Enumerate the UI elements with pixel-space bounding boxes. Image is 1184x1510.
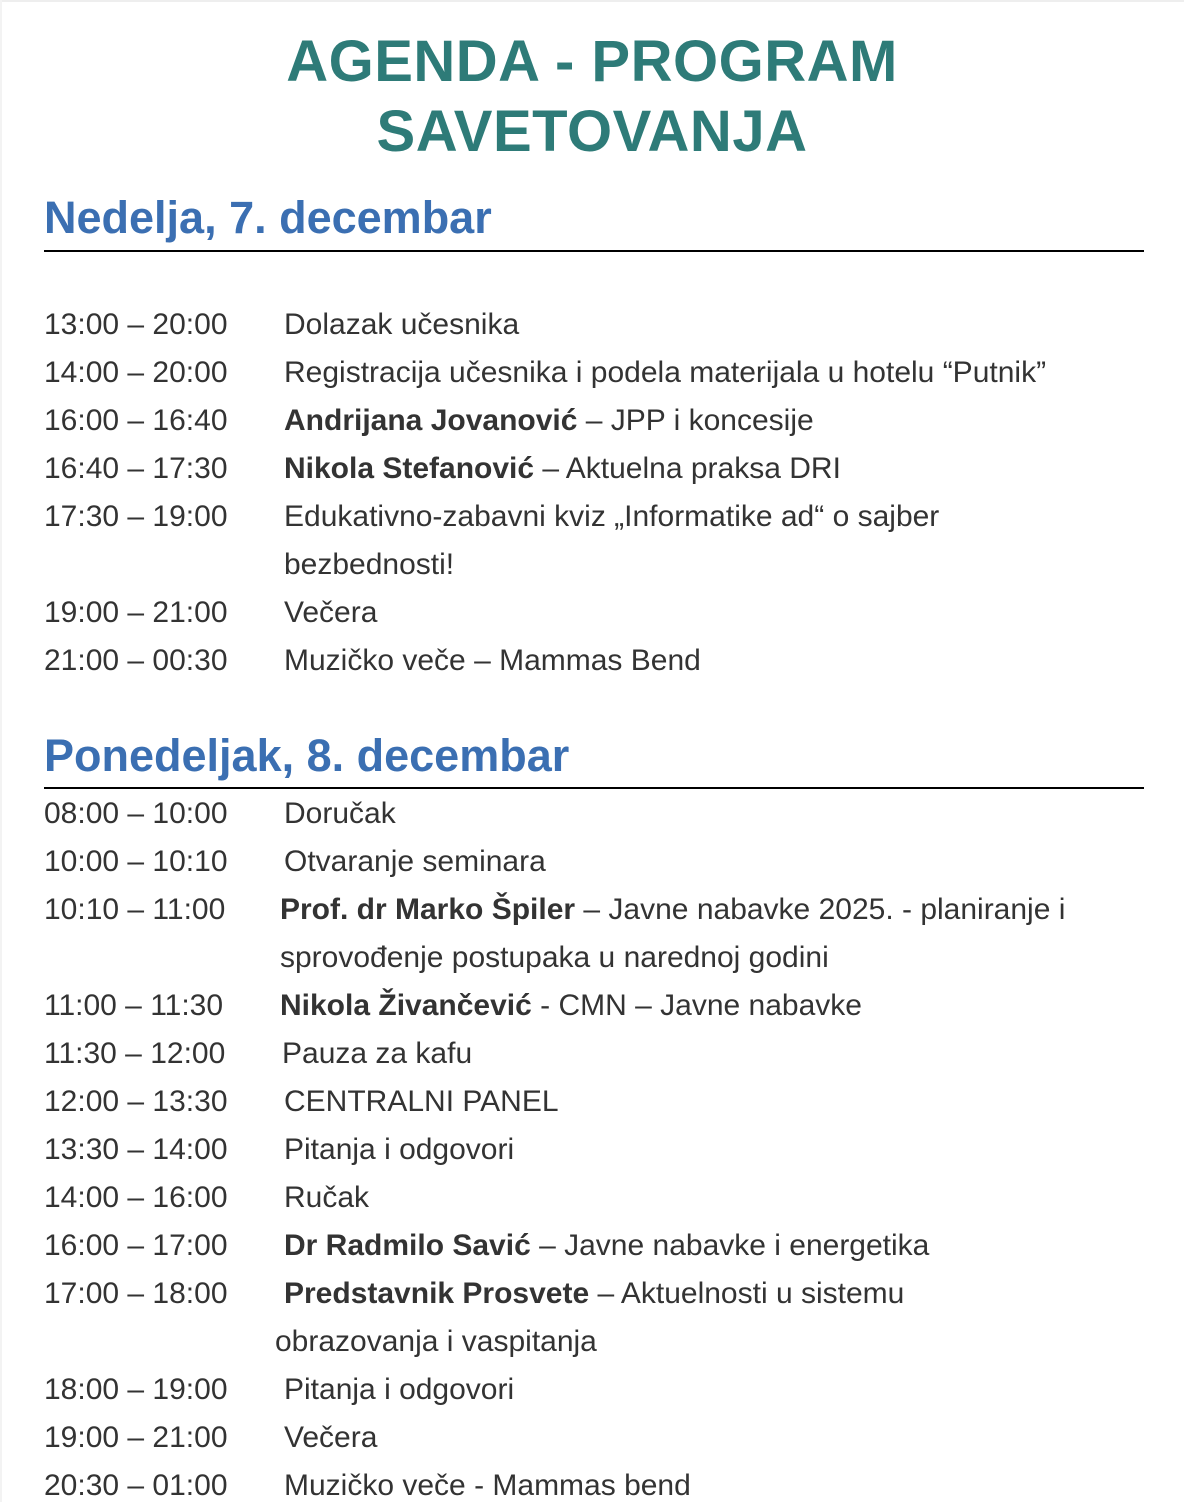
schedule-row	[44, 445, 1144, 493]
speaker-name: Andrijana Jovanović	[284, 404, 578, 437]
schedule-time: 20:30 – 01:00	[44, 1469, 228, 1502]
schedule-description	[284, 1462, 1144, 1510]
schedule-time: 10:00 – 10:10	[44, 845, 228, 878]
schedule-description	[284, 1078, 1144, 1126]
schedule-description	[284, 1366, 1144, 1414]
schedule-time: 21:00 – 00:30	[44, 644, 228, 677]
schedule-description	[284, 301, 1144, 349]
schedule-row	[44, 982, 1144, 1030]
page-top-border	[0, 0, 1184, 2]
session-text: – Javne nabavke 2025. - planiranje i sprovođenje postupaka u narednoj godini	[280, 893, 1066, 974]
session-text: Muzičko veče - Mammas bend	[284, 1469, 691, 1502]
schedule-sunday	[44, 301, 1144, 685]
speaker-name: Nikola Stefanović	[284, 452, 535, 485]
schedule-row	[44, 790, 1144, 838]
session-text: – Aktuelna praksa DRI	[534, 452, 841, 485]
schedule-row	[44, 397, 1144, 445]
speaker-name: Dr Radmilo Savić	[284, 1229, 531, 1262]
day-divider	[44, 787, 1144, 789]
schedule-time: 10:10 – 11:00	[44, 893, 226, 926]
schedule-time: 19:00 – 21:00	[44, 596, 228, 629]
schedule-time: 18:00 – 19:00	[44, 1373, 228, 1406]
day-heading-sunday: Nedelja, 7. decembar	[44, 192, 492, 243]
page-left-border	[0, 0, 2, 1502]
schedule-description	[282, 1030, 1144, 1078]
session-text: Pitanja i odgovori	[284, 1133, 515, 1166]
schedule-row	[44, 349, 1144, 397]
schedule-time: 16:00 – 16:40	[44, 404, 228, 437]
page-title	[0, 27, 1184, 167]
schedule-description	[280, 982, 1144, 1030]
schedule-description	[280, 886, 1144, 982]
schedule-description	[284, 445, 1144, 493]
day-heading-monday: Ponedeljak, 8. decembar	[44, 730, 570, 781]
schedule-time: 11:00 – 11:30	[44, 989, 224, 1022]
session-text: Pauza za kafu	[282, 1037, 473, 1070]
schedule-row	[44, 1414, 1144, 1462]
schedule-description	[284, 493, 1004, 589]
schedule-description	[284, 589, 1144, 637]
speaker-name: Predstavnik Prosvete	[284, 1277, 590, 1310]
schedule-row	[44, 1078, 1144, 1126]
schedule-row	[44, 1270, 1144, 1366]
session-text: Registracija učesnika i podela materijala u hotelu “Putnik”	[284, 356, 1047, 389]
session-text: Večera	[284, 596, 378, 629]
session-text: – Javne nabavke i energetika	[530, 1229, 930, 1262]
speaker-name: Nikola Živančević	[280, 989, 532, 1022]
session-text: Dolazak učesnika	[284, 308, 520, 341]
page-title-line-2: SAVETOVANJA	[376, 98, 808, 164]
session-text: Ručak	[284, 1181, 370, 1214]
session-text: Doručak	[284, 797, 396, 830]
schedule-row	[44, 1174, 1144, 1222]
schedule-row	[44, 1222, 1144, 1270]
schedule-row	[44, 589, 1144, 637]
session-text: CENTRALNI PANEL	[284, 1085, 559, 1118]
session-text: – JPP i koncesije	[577, 404, 814, 437]
schedule-row	[44, 1366, 1144, 1414]
schedule-time: 11:30 – 12:00	[44, 1037, 226, 1070]
schedule-row	[44, 1126, 1144, 1174]
schedule-time: 14:00 – 16:00	[44, 1181, 228, 1214]
schedule-description	[284, 349, 1144, 397]
schedule-time: 17:00 – 18:00	[44, 1277, 228, 1310]
schedule-row	[44, 301, 1144, 349]
schedule-description	[284, 397, 1144, 445]
page-title-line-1: AGENDA - PROGRAM	[286, 28, 898, 94]
schedule-time: 14:00 – 20:00	[44, 356, 228, 389]
day-divider	[44, 250, 1144, 252]
schedule-description	[284, 1126, 1144, 1174]
schedule-time: 19:00 – 21:00	[44, 1421, 228, 1454]
schedule-row	[44, 493, 1144, 589]
schedule-time: 12:00 – 13:30	[44, 1085, 228, 1118]
schedule-monday	[44, 790, 1144, 1510]
schedule-description	[284, 1222, 1144, 1270]
schedule-time: 16:00 – 17:00	[44, 1229, 228, 1262]
schedule-description	[275, 1270, 955, 1366]
session-text: Edukativno-zabavni kviz „Informatike ad“ o sajber bezbednosti!	[284, 500, 940, 581]
schedule-row	[44, 886, 1144, 982]
session-text: Muzičko veče – Mammas Bend	[284, 644, 701, 677]
schedule-row	[44, 838, 1144, 886]
session-text: - CMN – Javne nabavke	[531, 989, 862, 1022]
schedule-description	[284, 1414, 1144, 1462]
schedule-time: 13:00 – 20:00	[44, 308, 228, 341]
schedule-row	[44, 637, 1144, 685]
schedule-description	[284, 838, 1144, 886]
schedule-time: 17:30 – 19:00	[44, 500, 228, 533]
schedule-description	[284, 637, 1144, 685]
schedule-row	[44, 1462, 1144, 1510]
schedule-row	[44, 1030, 1144, 1078]
schedule-description	[284, 1174, 1144, 1222]
speaker-name: Prof. dr Marko Špiler	[280, 893, 576, 926]
schedule-time: 08:00 – 10:00	[44, 797, 228, 830]
session-text: – Aktuelnosti u sistemu obrazovanja i vaspitanja	[275, 1277, 905, 1358]
schedule-description	[284, 790, 1144, 838]
schedule-time: 13:30 – 14:00	[44, 1133, 228, 1166]
schedule-time: 16:40 – 17:30	[44, 452, 228, 485]
session-text: Večera	[284, 1421, 378, 1454]
session-text: Pitanja i odgovori	[284, 1373, 515, 1406]
session-text: Otvaranje seminara	[284, 845, 546, 878]
